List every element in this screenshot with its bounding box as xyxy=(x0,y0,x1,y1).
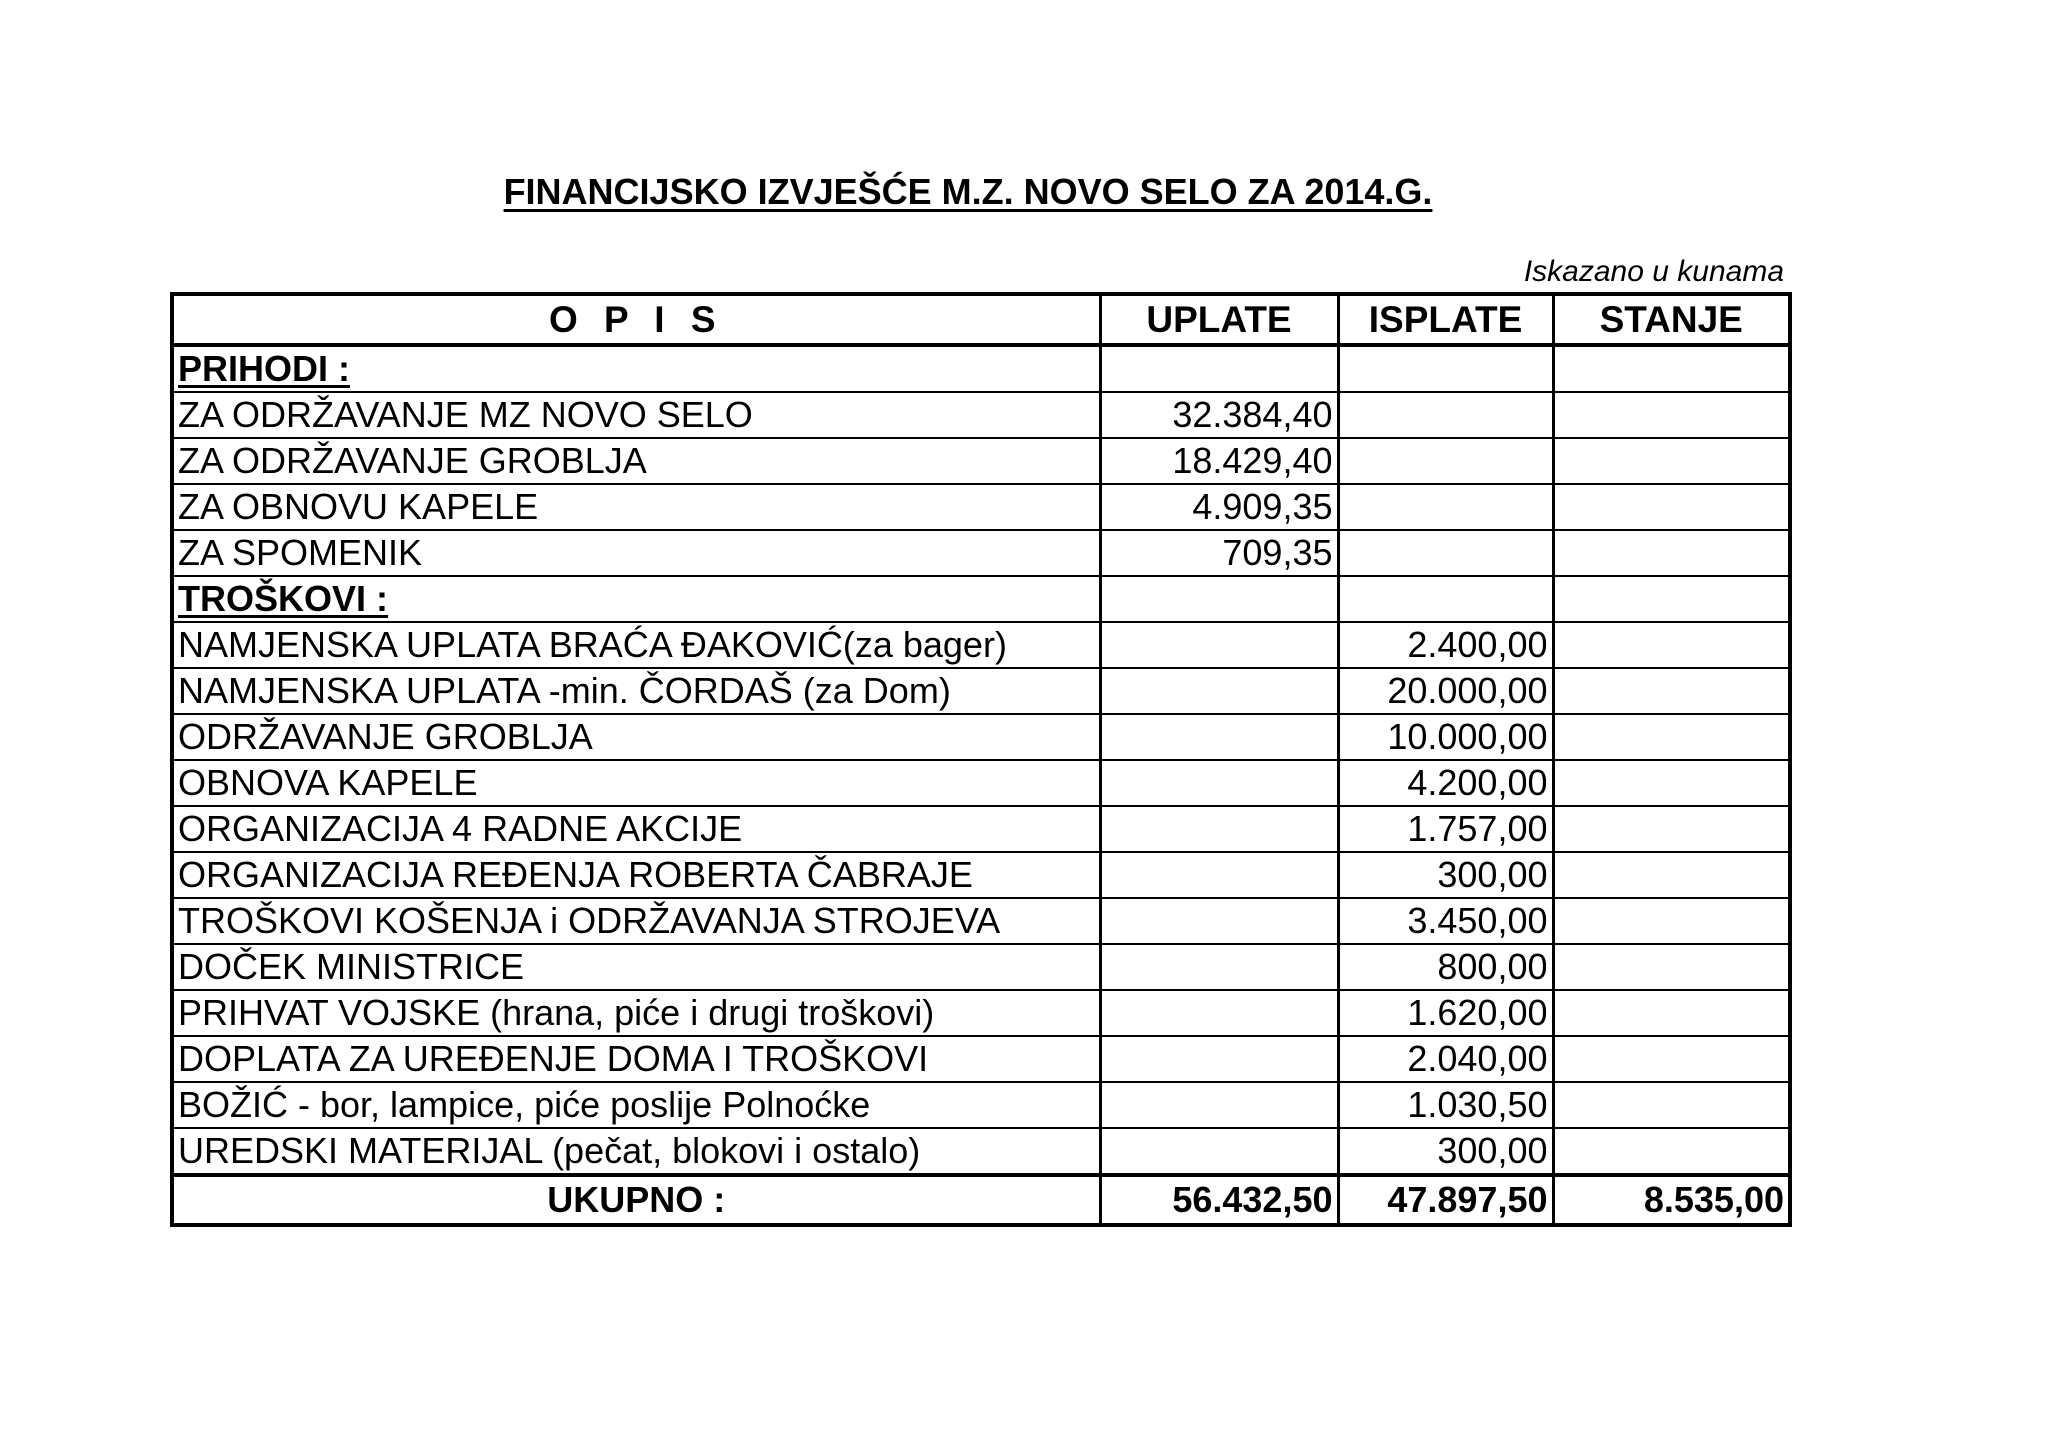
table-row xyxy=(172,852,1790,898)
cell-isplate: 10.000,00 xyxy=(1338,714,1553,760)
table-row xyxy=(172,714,1790,760)
cell-isplate xyxy=(1338,438,1553,484)
cell-isplate: 20.000,00 xyxy=(1338,668,1553,714)
cell-opis: ZA ODRŽAVANJE GROBLJA xyxy=(172,438,1100,484)
table-row xyxy=(172,438,1790,484)
cell-isplate: 1.757,00 xyxy=(1338,806,1553,852)
cell-isplate xyxy=(1338,484,1553,530)
cell-uplate xyxy=(1100,668,1338,714)
total-row xyxy=(172,1175,1790,1225)
header-isplate: ISPLATE xyxy=(1338,294,1553,345)
header-stanje: STANJE xyxy=(1553,294,1790,345)
table-row xyxy=(172,944,1790,990)
cell-uplate xyxy=(1100,944,1338,990)
cell-opis: BOŽIĆ - bor, lampice, piće poslije Polnoćke xyxy=(172,1082,1100,1128)
cell-stanje xyxy=(1553,1082,1790,1128)
currency-note: Iskazano u kunama xyxy=(1523,255,1784,288)
cell-uplate: 18.429,40 xyxy=(1100,438,1338,484)
cell-stanje xyxy=(1553,760,1790,806)
financial-report-table xyxy=(170,292,1792,1227)
cell-isplate: 800,00 xyxy=(1338,944,1553,990)
table-row xyxy=(172,622,1790,668)
table-body-troskovi xyxy=(172,576,1790,1175)
report-title: FINANCIJSKO IZVJEŠĆE M.Z. NOVO SELO ZA 2014.G. xyxy=(503,171,1433,212)
cell-opis: ORGANIZACIJA REĐENJA ROBERTA ČABRAJE xyxy=(172,852,1100,898)
table-row xyxy=(172,990,1790,1036)
cell-opis: ZA SPOMENIK xyxy=(172,530,1100,576)
section-label-prihodi: PRIHODI : xyxy=(172,345,1100,392)
cell-isplate: 1.620,00 xyxy=(1338,990,1553,1036)
cell-opis: OBNOVA KAPELE xyxy=(172,760,1100,806)
cell-opis: ZA ODRŽAVANJE MZ NOVO SELO xyxy=(172,392,1100,438)
cell-uplate xyxy=(1100,1082,1338,1128)
cell-stanje xyxy=(1553,1036,1790,1082)
cell-uplate: 32.384,40 xyxy=(1100,392,1338,438)
cell-uplate xyxy=(1100,852,1338,898)
table-row xyxy=(172,530,1790,576)
cell-isplate: 3.450,00 xyxy=(1338,898,1553,944)
cell-uplate xyxy=(1100,714,1338,760)
cell-isplate: 4.200,00 xyxy=(1338,760,1553,806)
cell-stanje xyxy=(1553,622,1790,668)
cell-uplate xyxy=(1100,1036,1338,1082)
cell-opis: PRIHVAT VOJSKE (hrana, piće i drugi troškovi) xyxy=(172,990,1100,1036)
header-row xyxy=(172,294,1790,345)
cell-stanje xyxy=(1553,714,1790,760)
header-opis: O P I S xyxy=(172,294,1100,345)
table-row xyxy=(172,760,1790,806)
cell-isplate xyxy=(1338,530,1553,576)
total-stanje: 8.535,00 xyxy=(1553,1175,1790,1225)
cell-uplate xyxy=(1100,760,1338,806)
cell-isplate: 2.400,00 xyxy=(1338,622,1553,668)
cell-stanje xyxy=(1553,392,1790,438)
cell-opis: ZA OBNOVU KAPELE xyxy=(172,484,1100,530)
table-row xyxy=(172,484,1790,530)
cell-isplate xyxy=(1338,392,1553,438)
table-row xyxy=(172,1128,1790,1175)
cell-opis: ODRŽAVANJE GROBLJA xyxy=(172,714,1100,760)
cell-stanje xyxy=(1553,944,1790,990)
cell-isplate: 2.040,00 xyxy=(1338,1036,1553,1082)
cell-uplate xyxy=(1100,806,1338,852)
table-row xyxy=(172,392,1790,438)
cell-uplate xyxy=(1100,898,1338,944)
total-uplate: 56.432,50 xyxy=(1100,1175,1338,1225)
total-isplate: 47.897,50 xyxy=(1338,1175,1553,1225)
cell-opis: ORGANIZACIJA 4 RADNE AKCIJE xyxy=(172,806,1100,852)
cell-opis: DOČEK MINISTRICE xyxy=(172,944,1100,990)
table-row xyxy=(172,668,1790,714)
table-body xyxy=(172,345,1790,576)
cell-opis: DOPLATA ZA UREĐENJE DOMA I TROŠKOVI xyxy=(172,1036,1100,1082)
cell-uplate xyxy=(1100,990,1338,1036)
cell-isplate: 300,00 xyxy=(1338,1128,1553,1175)
cell-isplate: 300,00 xyxy=(1338,852,1553,898)
cell-stanje xyxy=(1553,1128,1790,1175)
cell-opis: NAMJENSKA UPLATA BRAĆA ĐAKOVIĆ(za bager) xyxy=(172,622,1100,668)
table-row xyxy=(172,1082,1790,1128)
cell-isplate: 1.030,50 xyxy=(1338,1082,1553,1128)
cell-stanje xyxy=(1553,438,1790,484)
cell-stanje xyxy=(1553,484,1790,530)
table-row xyxy=(172,806,1790,852)
cell-stanje xyxy=(1553,530,1790,576)
cell-stanje xyxy=(1553,852,1790,898)
cell-uplate xyxy=(1100,622,1338,668)
cell-uplate: 4.909,35 xyxy=(1100,484,1338,530)
cell-opis: NAMJENSKA UPLATA -min. ČORDAŠ (za Dom) xyxy=(172,668,1100,714)
cell-opis: UREDSKI MATERIJAL (pečat, blokovi i ostalo) xyxy=(172,1128,1100,1175)
cell-stanje xyxy=(1553,806,1790,852)
table-row xyxy=(172,898,1790,944)
cell-stanje xyxy=(1553,898,1790,944)
total-label: UKUPNO : xyxy=(172,1175,1100,1225)
section-label-troskovi: TROŠKOVI : xyxy=(172,576,1100,622)
table-row xyxy=(172,1036,1790,1082)
cell-uplate: 709,35 xyxy=(1100,530,1338,576)
cell-stanje xyxy=(1553,990,1790,1036)
cell-uplate xyxy=(1100,1128,1338,1175)
cell-opis: TROŠKOVI KOŠENJA i ODRŽAVANJA STROJEVA xyxy=(172,898,1100,944)
section-row-prihodi xyxy=(172,345,1790,392)
header-uplate: UPLATE xyxy=(1100,294,1338,345)
cell-stanje xyxy=(1553,668,1790,714)
section-row-troskovi xyxy=(172,576,1790,622)
